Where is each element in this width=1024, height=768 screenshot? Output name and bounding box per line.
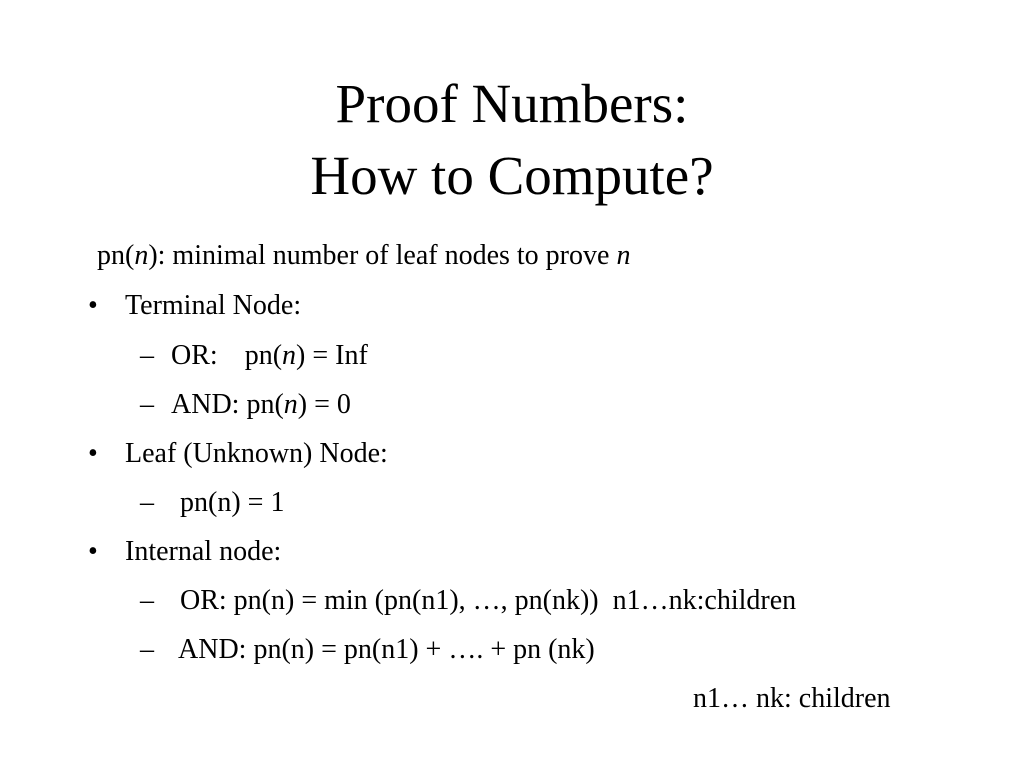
terminal-and-line (171, 389, 351, 421)
terminal-and-pre: AND: pn( (171, 389, 284, 420)
slide-title (0, 68, 1024, 211)
terminal-and-post: ) = 0 (297, 389, 351, 420)
bullet-symbol: • (88, 438, 98, 469)
definition-prefix: pn( (97, 240, 135, 271)
internal-or-line: OR: pn(n) = min (pn(n1), …, pn(nk)) n1…nk:children (180, 585, 797, 616)
terminal-or-pre: pn( (244, 340, 283, 371)
bullet-symbol: • (88, 536, 98, 567)
terminal-or-line (171, 340, 368, 372)
children-footnote: n1… nk: children (693, 683, 891, 714)
title-line-2: How to Compute? (310, 144, 714, 206)
internal-and-line: AND: pn(n) = pn(n1) + …. + pn (nk) (178, 634, 595, 665)
terminal-node-label: Terminal Node: (125, 290, 302, 321)
dash-symbol: – (140, 389, 154, 420)
definition-var: n (134, 240, 149, 271)
dash-symbol: – (140, 585, 154, 616)
terminal-or-var: n (282, 340, 297, 371)
terminal-or-label: OR: (171, 340, 218, 371)
bullet-symbol: • (88, 290, 98, 321)
definition-var-2: n (616, 240, 631, 271)
leaf-sub-line: pn(n) = 1 (180, 487, 285, 518)
dash-symbol: – (140, 340, 154, 371)
terminal-or-post: ) = Inf (296, 340, 368, 371)
dash-symbol: – (140, 634, 154, 665)
dash-symbol: – (140, 487, 154, 518)
leaf-node-label: Leaf (Unknown) Node: (125, 438, 388, 469)
definition-line (97, 240, 630, 272)
internal-node-label: Internal node: (125, 536, 282, 567)
terminal-and-var: n (283, 389, 298, 420)
definition-middle: ): minimal number of leaf nodes to prove (148, 240, 617, 271)
title-line-1: Proof Numbers: (335, 73, 689, 134)
